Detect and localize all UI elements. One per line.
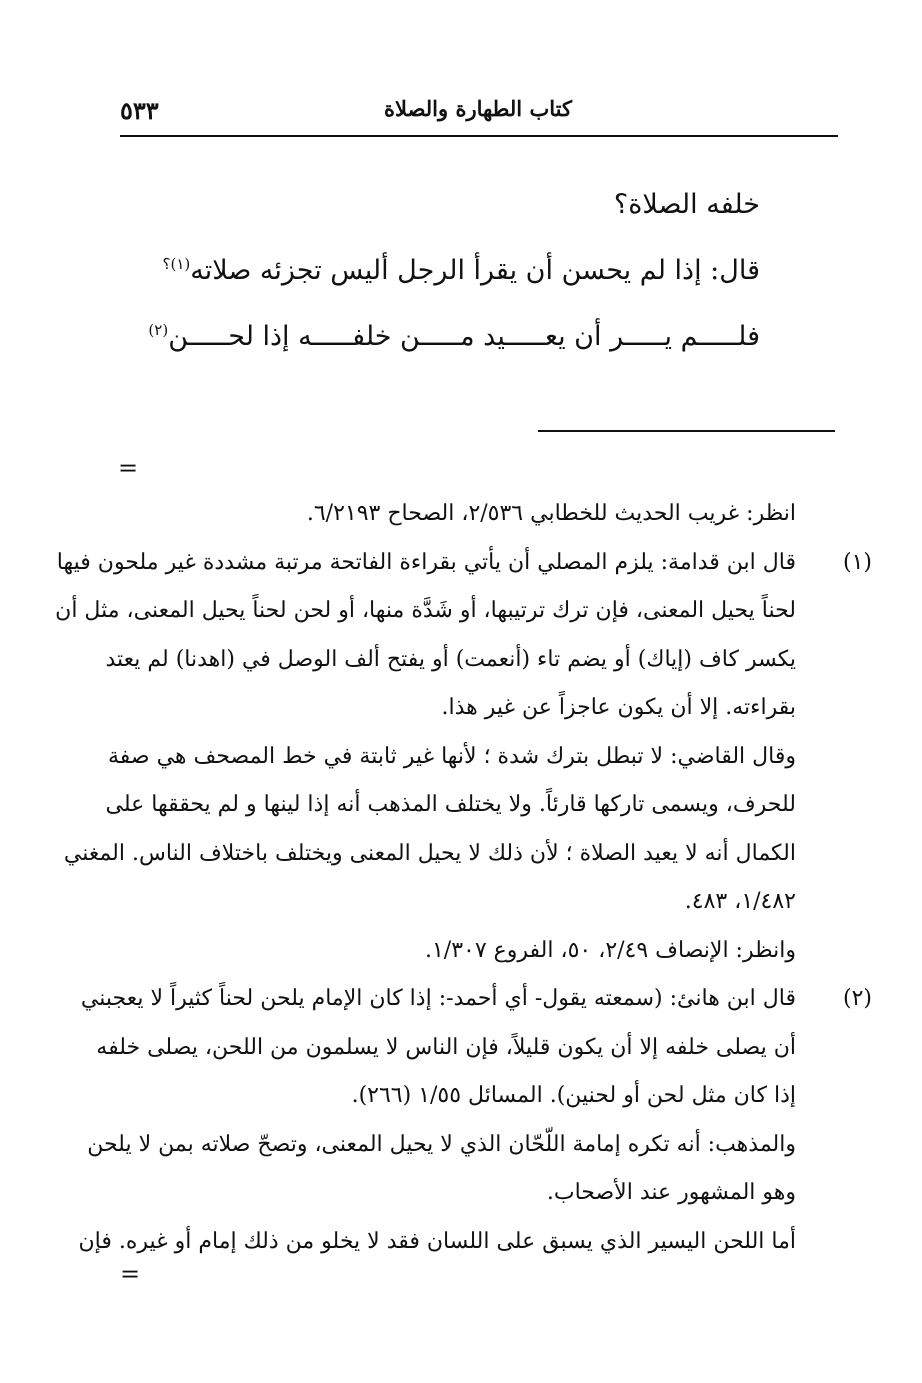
running-header — [120, 96, 836, 130]
footnote-2-line: أن يصلى خلفه إلا أن يكون قليلاً، فإن الناس لا يسلمون من اللحن، يصلى خلفه — [96, 1034, 796, 1060]
footnote-1 — [55, 539, 872, 976]
footnote-2-line: قال ابن هانئ: (سمعته يقول- أي أحمد-: إذا كان الإمام يلحن لحناً كثيراً لا يعجبني — [80, 986, 796, 1011]
main-line-1: خلفه الصلاة؟ — [613, 189, 760, 220]
footnote-separator — [538, 430, 835, 432]
footnotes — [55, 490, 872, 1266]
footnote-1-para2-line: ١/٤٨٢، ٤٨٣. — [684, 889, 796, 914]
footnote-1-marker: (١) — [842, 549, 872, 575]
footnote-1-para2-line: الكمال أنه لا يعيد الصلاة ؛ لأن ذلك لا يحيل المعنى ويختلف باختلاف الناس. المغني — [63, 840, 796, 866]
footnote-2-para2-line: والمذهب: أنه تكره إمامة اللّحّان الذي لا يحيل المعنى، وتصحّ صلاته بمن لا يلحن — [87, 1131, 796, 1157]
footnote-1-para2-line: وقال القاضي: لا تبطل بترك شدة ؛ لأنها غير ثابتة في خط المصحف هي صفة — [107, 743, 796, 769]
footnote-2 — [78, 975, 872, 1266]
footnote-1-para2-line: للحرف، ويسمى تاركها قارئاً. ولا يختلف المذهب أنه إذا لينها و لم يحققها على — [105, 792, 796, 817]
footnote-1-line: قال ابن قدامة: يلزم المصلي أن يأتي بقراءة الفاتحة مرتبة مشددة غير ملحون فيها — [56, 549, 796, 575]
main-line-2: قال: إذا لم يحسن أن يقرأ الرجل أليس تجزئه صلاته$^{(١)؟}$ — [162, 255, 760, 286]
footnote-1-line: لحناً يحيل المعنى، فإن ترك ترتيبها، أو شَدَّة منها، أو لحن لحناً يحيل المعنى، مثل أن — [55, 598, 796, 623]
footnote-2-para2-line: وهو المشهور عند الأصحاب. — [546, 1180, 796, 1205]
footnote-ref-2: (٢) — [148, 321, 169, 339]
footnote-2-para3: أما اللحن اليسير الذي يسبق على اللسان فقد لا يخلو من ذلك إمام أو غيره. فإن — [78, 1228, 796, 1254]
header-rule — [120, 135, 838, 137]
footnote-2-marker: (٢) — [842, 986, 872, 1011]
continuation-mark-top: = — [118, 454, 139, 482]
footnote-2-line: إذا كان مثل لحن أو لحنين). المسائل ١/٥٥ (٢٦٦). — [351, 1083, 796, 1108]
continuation-mark-bottom: = — [120, 1260, 141, 1288]
footnote-intro: انظر: غريب الحديث للخطابي ٢/٥٣٦، الصحاح ٦/٢١٩٣. — [306, 501, 796, 526]
book-title: كتاب الطهارة والصلاة — [384, 96, 572, 121]
footnote-1-para3: وانظر: الإنصاف ٢/٤٩، ٥٠، الفروع ١/٣٠٧. — [424, 937, 796, 963]
main-text — [120, 172, 760, 370]
footnote-1-line: يكسر كاف (إياك) أو يضم تاء (أنعمت) أو يفتح ألف الوصل في (اهدنا) لم يعتد — [105, 646, 796, 672]
page-number: ٥٣٣ — [120, 96, 159, 125]
main-line-3: فلـــــم يـــــر أن يعـــــيد مـــــن خلفـــــه إذا لحـــــن$^{(٢)}$ — [148, 321, 760, 352]
footnote-ref-1: (١)؟ — [162, 255, 191, 273]
footnote-1-line: بقراءته. إلا أن يكون عاجزاً عن غير هذا. — [441, 695, 796, 720]
